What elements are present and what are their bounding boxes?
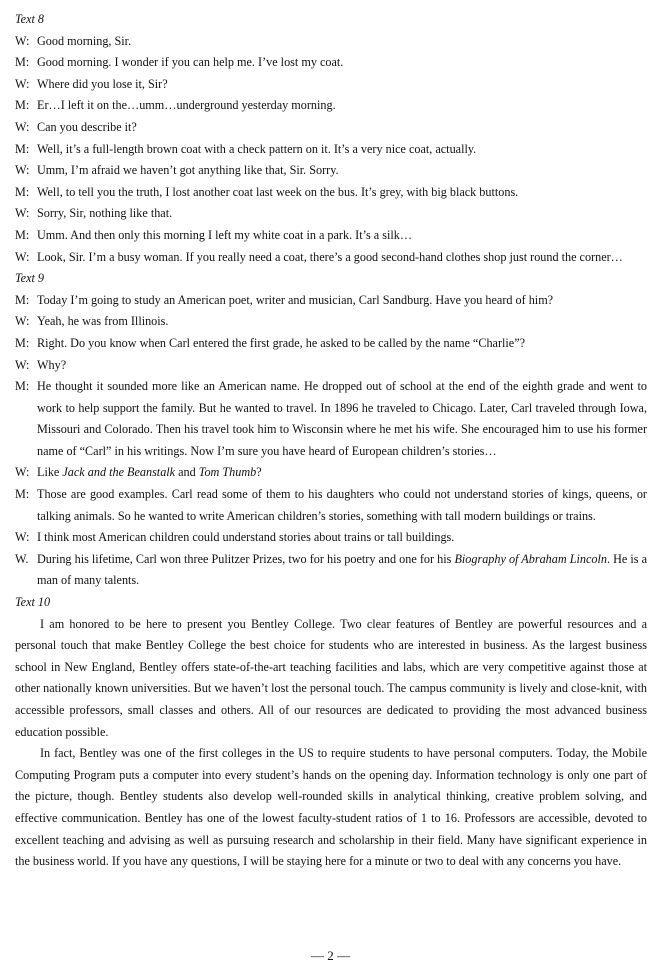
- dialogue-text: [37, 462, 647, 484]
- speaker-label: W:: [15, 465, 30, 480]
- paragraph: In fact, Bentley was one of the first colleges in the US to require students to have personal computers. Today, the Mobile Computing Program puts a computer into every student’s hands on the opening day. Information technology is only one part of the picture, though. Bentley students also develop well-rounded skills in analytical thinking, creative problem solving, and effective communication. Bentley has one of the lowest faculty-student ratios of 1 to 16. Professors are accessible, devoted to excellent teaching and advising as well as pursuing research and scholarship in their field. Many have significant experience in the business world. If you have any questions, I will be staying here for a minute or two to deal with any concerns you have.: [15, 746, 647, 869]
- story-title: Tom Thumb: [198, 465, 257, 480]
- dialogue-line: [15, 376, 647, 462]
- dialogue-text: Look, Sir. I’m a busy woman. If you really need a coat, there’s a good second-hand clothes shop just round the corner…: [37, 249, 623, 264]
- dialogue-line: [15, 160, 647, 182]
- speaker-label: W:: [15, 530, 30, 545]
- dialogue-text: Those are good examples. Carl read some of them to his daughters who could not understand stories of kings, queens, or talking animals. So he wanted to write American children’s stories, something with tall modern buildings or trains.: [37, 487, 647, 523]
- dialogue-text: Yeah, he was from Illinois.: [37, 314, 169, 329]
- speaker-label: M:: [15, 379, 30, 394]
- dialogue-text: Well, it’s a full-length brown coat with a check pattern on it. It’s a very nice coat, actually.: [37, 141, 477, 156]
- dialogue-line: [15, 290, 647, 312]
- dialogue-line: [15, 247, 647, 269]
- text-8-heading: Text 8: [15, 12, 45, 26]
- dialogue-line: [15, 549, 647, 592]
- text-fragment: and: [175, 465, 199, 480]
- dialogue-line: [15, 117, 647, 139]
- speaker-label: M:: [15, 55, 30, 70]
- speaker-label: W:: [15, 119, 30, 134]
- dialogue-text: Well, to tell you the truth, I lost another coat last week on the bus. It’s grey, with big black buttons.: [37, 184, 519, 199]
- text-8-section: [15, 9, 647, 268]
- dialogue-line: [15, 182, 647, 204]
- speaker-label: W:: [15, 314, 30, 329]
- dialogue-text: Where did you lose it, Sir?: [37, 76, 168, 91]
- dialogue-line: [15, 527, 647, 549]
- dialogue-line: [15, 74, 647, 96]
- dialogue-text: Good morning. I wonder if you can help me. I’ve lost my coat.: [37, 55, 344, 70]
- dialogue-line: [15, 462, 647, 484]
- text-fragment: . He is a man of many talents.: [37, 551, 648, 588]
- dialogue-line: [15, 31, 647, 53]
- text-10-section: [15, 592, 647, 873]
- speaker-label: M:: [15, 98, 30, 113]
- dialogue-line: [15, 311, 647, 333]
- dialogue-line: [15, 139, 647, 161]
- dialogue-text: Sorry, Sir, nothing like that.: [37, 206, 173, 221]
- speaker-label: M:: [15, 227, 30, 242]
- dialogue-line: [15, 225, 647, 247]
- text-10-heading: Text 10: [15, 595, 51, 610]
- speaker-label: W:: [15, 163, 30, 178]
- paragraph: I am honored to be here to present you Bentley College. Two clear features of Bentley are powerful resources and a personal touch that make Bentley College the best choice for students who are interested in business. As the largest business school in New England, Bentley offers state-of-the-art teaching facilities and labs, which are very competitive against those at other nationally known universities. But we haven’t lost the personal touch. The campus community is lively and close-knit, with accessible professors, small classes and others. All of our resources are dedicated to providing the most advanced business education possible.: [15, 616, 647, 739]
- text-9-heading: Text 9: [15, 271, 45, 286]
- book-title: Biography of Abraham Lincoln: [454, 551, 607, 566]
- dialogue-text: I think most American children could understand stories about trains or tall buildings.: [37, 530, 455, 545]
- speaker-label: W:: [15, 33, 30, 48]
- speaker-label: M:: [15, 335, 30, 350]
- dialogue-text: Umm, I’m afraid we haven’t got anything like that, Sir. Sorry.: [37, 163, 339, 178]
- speaker-label: M:: [15, 141, 30, 156]
- dialogue-line: [15, 52, 647, 74]
- speaker-label: M:: [15, 292, 30, 307]
- page-number: — 2 —: [311, 948, 350, 963]
- speaker-label: W:: [15, 357, 30, 372]
- speaker-label: W:: [15, 249, 30, 264]
- text-8-dialogue: [15, 31, 647, 269]
- dialogue-text: Umm. And then only this morning I left my white coat in a park. It’s a silk…: [37, 227, 413, 242]
- text-fragment: During his lifetime, Carl won three Pulitzer Prizes, two for his poetry and one for his: [37, 551, 455, 566]
- dialogue-text: Right. Do you know when Carl entered the first grade, he asked to be called by the name “Charlie”?: [37, 335, 526, 350]
- speaker-label: M:: [15, 487, 30, 502]
- speaker-label: W:: [15, 206, 30, 221]
- dialogue-line: [15, 95, 647, 117]
- dialogue-line: [15, 484, 647, 527]
- text-fragment: Like: [37, 465, 63, 480]
- dialogue-text: Good morning, Sir.: [37, 33, 132, 48]
- dialogue-text: Can you describe it?: [37, 119, 137, 134]
- text-9-section: [15, 268, 647, 592]
- dialogue-text: He thought it sounded more like an American name. He dropped out of school at the end of the eighth grade and went to work to help support the family. But he wanted to travel. In 1896 he traveled to Chicago. Later, Carl traveled through Iowa, Missouri and Colorado. Then his travel took him to Wisconsin where he met his wife. She encouraged him to use his former name of “Carl” in his writings. Now I’m sure you have heard of European children’s stories…: [37, 379, 647, 458]
- dialogue-line: [15, 333, 647, 355]
- speaker-label: M:: [15, 184, 30, 199]
- dialogue-text: Today I’m going to study an American poet, writer and musician, Carl Sandburg. Have you heard of him?: [37, 292, 554, 307]
- dialogue-text: [37, 549, 647, 592]
- dialogue-line: [15, 203, 647, 225]
- story-title: Jack and the Beanstalk: [62, 465, 176, 480]
- page-content: [15, 9, 647, 873]
- dialogue-text: Why?: [37, 357, 67, 372]
- dialogue-text: Er…I left it on the…umm…underground yesterday morning.: [37, 98, 336, 113]
- speaker-label: W.: [15, 551, 29, 566]
- dialogue-line: [15, 355, 647, 377]
- speaker-label: W:: [15, 76, 30, 91]
- text-fragment: ?: [256, 465, 262, 480]
